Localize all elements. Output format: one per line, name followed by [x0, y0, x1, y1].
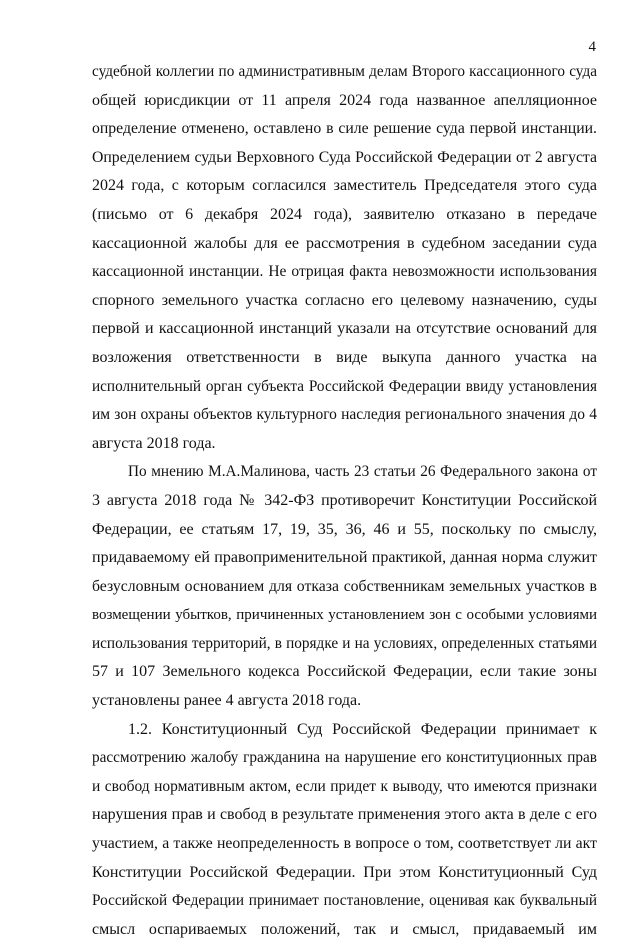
text-line: По мнению М.А.Малинова, часть 23 статьи 26 Федерального закона от	[128, 463, 597, 481]
text-line: общей юрисдикции от 11 апреля 2024 года названное апелляционное	[92, 91, 597, 109]
page-number: 4	[588, 39, 596, 55]
text-line: придаваемому ей правоприменительной практикой, данная норма служит	[92, 549, 597, 567]
text-line: кассационной инстанции. Не отрицая факта невозможности использования	[92, 263, 597, 281]
text-line: 3 августа 2018 года № 342-ФЗ противоречит Конституции Российской	[92, 491, 597, 509]
text-line: и свобод нормативным актом, если придет к выводу, что имеются признаки	[92, 777, 597, 795]
text-line: смысл оспариваемых положений, так и смысл, придаваемый им	[92, 920, 597, 938]
text-line: безусловным основанием для отказа собственникам земельных участков в	[92, 577, 597, 595]
text-line: возложения ответственности в виде выкупа данного участка на	[92, 348, 597, 366]
text-line: 1.2. Конституционный Суд Российской Федерации принимает к	[128, 720, 597, 738]
text-line: исполнительный орган субъекта Российской Федерации ввиду установления	[92, 377, 597, 395]
text-line: Определением судьи Верховного Суда Российской Федерации от 2 августа	[92, 148, 597, 166]
text-line: им зон охраны объектов культурного наследия регионального значения до 4	[92, 406, 597, 424]
text-line: Конституции Российской Федерации. При этом Конституционный Суд	[92, 863, 597, 881]
text-line: определение отменено, оставлено в силе решение суда первой инстанции.	[92, 120, 597, 138]
text-line: первой и кассационной инстанций указали на отсутствие оснований для	[92, 320, 597, 338]
text-line: спорного земельного участка согласно его целевому назначению, суды	[92, 291, 597, 309]
text-line: Федерации, ее статьям 17, 19, 35, 36, 46 и 55, поскольку по смыслу,	[92, 520, 597, 538]
document-body	[92, 58, 597, 944]
text-line: использования территорий, в порядке и на условиях, определенных статьями	[92, 634, 597, 652]
text-line: кассационной жалобы для ее рассмотрения в судебном заседании суда	[92, 234, 597, 252]
text-line: 57 и 107 Земельного кодекса Российской Федерации, если такие зоны	[92, 663, 597, 681]
text-line: августа 2018 года.	[92, 434, 216, 452]
text-line: Российской Федерации принимает постановление, оценивая как буквальный	[92, 892, 597, 910]
text-line: участием, а также неопределенность в вопросе о том, соответствует ли акт	[92, 835, 597, 853]
text-line: судебной коллегии по административным делам Второго кассационного суда	[92, 63, 597, 80]
text-line: (письмо от 6 декабря 2024 года), заявителю отказано в передаче	[92, 205, 597, 223]
text-line: установлены ранее 4 августа 2018 года.	[92, 692, 362, 710]
text-line: возмещении убытков, причиненных установлением зон с особыми условиями	[92, 607, 597, 624]
text-line: 2024 года, с которым согласился заместитель Председателя этого суда	[92, 177, 597, 195]
text-line: нарушения прав и свобод в результате применения этого акта в деле с его	[92, 806, 597, 824]
text-line: рассмотрению жалобу гражданина на нарушение его конституционных прав	[92, 749, 597, 767]
